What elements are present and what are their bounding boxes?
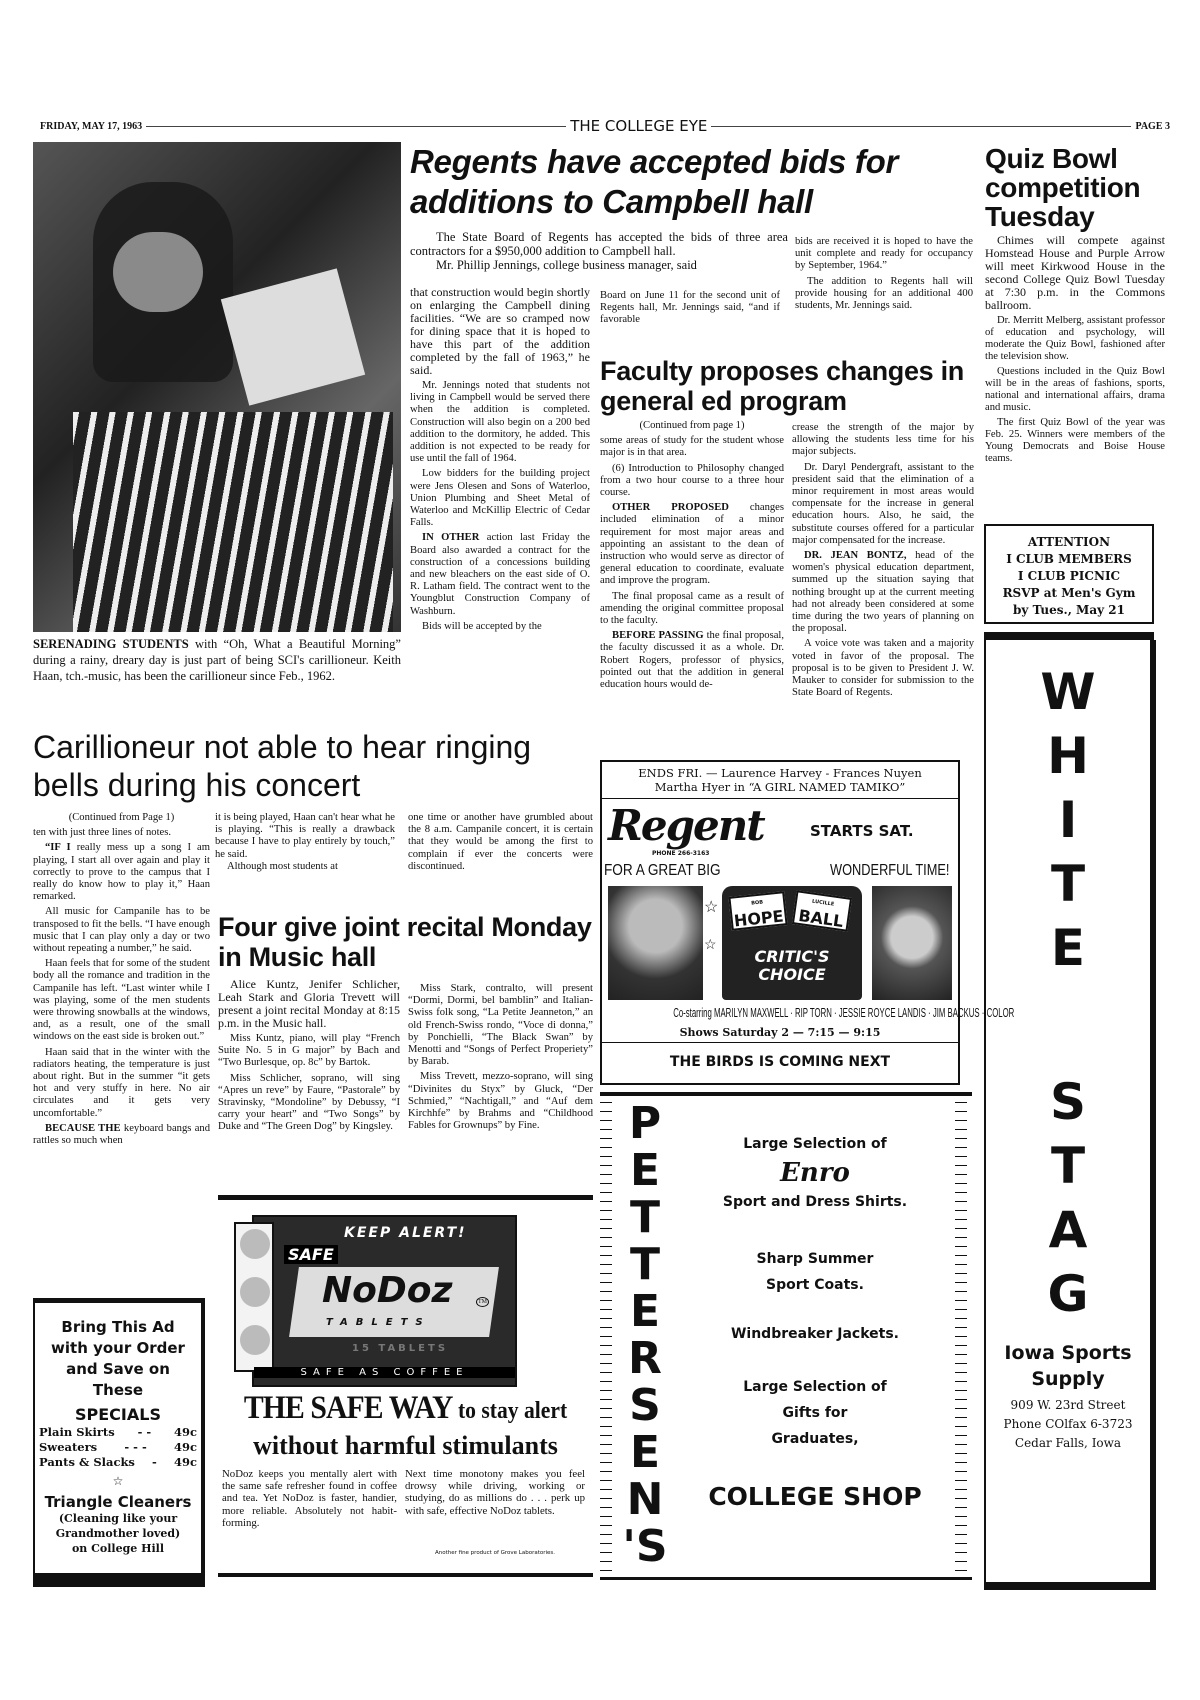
- college-shop: COLLEGE SHOP: [708, 1482, 922, 1511]
- notice-line: RSVP at Men's Gym: [1002, 586, 1136, 600]
- letter: T: [1050, 1137, 1086, 1195]
- quiz-article: [985, 234, 1165, 468]
- continued-note: (Continued from Page 1): [68, 812, 175, 823]
- recital-headline: Four give joint recital Monday in Music hall: [218, 912, 592, 972]
- paragraph: it is being played, Haan can't hear what he is playing. “This is really a drawback because I have to play entirely by touch,” he said.: [215, 812, 395, 860]
- store-name-line: Supply: [1031, 1368, 1105, 1390]
- address: 909 W. 23rd Street: [1010, 1398, 1126, 1412]
- notice-line: ATTENTION: [1027, 535, 1111, 549]
- ball-label: LUCILLE BALL: [792, 890, 852, 931]
- paragraph: OTHER PROPOSED changes included elimination of a minor requirement for most major areas and appointing an assistant to the dean of instruction who would serve as director of general education to coordinate, evaluate and improve the program.: [600, 502, 784, 587]
- star-icon: ☆: [704, 899, 719, 916]
- i-club-notice: [984, 524, 1154, 624]
- paragraph: Haan feels that for some of the student body all the romance and tradition in the Campanile has left. “Last winter while I was playing, some of the men students were throwing snowballs at the windows, and, as a result, one of the small windows on the east side is broken out.”: [33, 958, 210, 1043]
- cast-list: Co-starring MARILYN MAXWELL · RIP TORN · JESSIE ROYCE LANDIS · JIM BACKUS · COLOR: [673, 1005, 1015, 1020]
- nodoz-copy-right: Next time monotony makes you feel drowsy while driving, working or studying, do as millions do . . . perk up with safe, effective NoDoz tablets.: [405, 1468, 585, 1517]
- letter: E: [629, 1427, 661, 1478]
- ad-line: Bring This Ad: [61, 1318, 175, 1336]
- paragraph: Mr. Phillip Jennings, college business manager, said: [436, 258, 697, 272]
- paragraph: Miss Stark, contralto, will present “Dormi, Dormi, bel bamblin” and Italian-Swiss folk song, “La Petite Jeanneton,” an old French-Swiss rondo, “Voce di donna,” by Ponchielli, “The Black Swan” by Menotti and “Songs of Perfect Properiety” by Barab.: [408, 983, 593, 1068]
- trademark: TM: [478, 1299, 487, 1305]
- paragraph: that construction would begin shortly on enlarging the Campbell dining facilities. “We are so cramped now for dining space that it is hoped to have this part of the addition completed by the fall of 1963,” he said.: [410, 285, 590, 377]
- ad-line: Gifts for: [782, 1405, 848, 1421]
- theater-phone: PHONE 266-3163: [652, 850, 710, 857]
- paragraph: BEFORE PASSING the final proposal, the faculty discussed it as a whole. Dr. Robert Rogers, professor of physics, pointed out that the addition in general education hours would de-: [600, 630, 785, 691]
- paragraph: ten with just three lines of notes.: [33, 827, 171, 839]
- letter: T: [629, 1192, 660, 1243]
- carillon-photo: [33, 142, 401, 632]
- safe-as-coffee: SAFE AS COFFEE: [254, 1367, 515, 1378]
- price-row: Sweaters - - - 49c: [39, 1440, 197, 1454]
- letter: R: [628, 1333, 662, 1384]
- letter: A: [1048, 1201, 1088, 1259]
- letter: E: [629, 1286, 661, 1337]
- letter: I: [1058, 791, 1078, 849]
- paragraph: (6) Introduction to Philosophy changed from a two hour course to a three hour course.: [600, 462, 784, 499]
- quiz-headline: Quiz Bowl competition Tuesday: [985, 143, 1141, 232]
- pettersens-ad: [600, 1098, 972, 1580]
- caption-text: with “Oh, What a Beautiful Morning” during a rainy, dreary day is just part of being SCI's carillioneur. Keith Haan, tch.-music, has been the carillioneur since Feb., 1962.: [33, 637, 401, 683]
- ad-line: Graduates,: [771, 1431, 859, 1447]
- price-list: [39, 1425, 197, 1470]
- carillon-col3: [408, 812, 593, 876]
- carillon-col1: [33, 812, 210, 1150]
- letter: N: [626, 1474, 664, 1525]
- store-name: [986, 1340, 1150, 1392]
- paragraph: The first Quiz Bowl of the year was Feb. 25. Winners were members of the Young Democrats and Boise House teams.: [985, 417, 1165, 464]
- paragraph: Chimes will compete against Homstead House and Purple Arrow will meet Kirkwood House in the second College Quiz Bowl Tuesday at 7:30 p.m. in the Commons ballroom.: [985, 233, 1165, 312]
- notice-line: by Tues., May 21: [1013, 603, 1125, 617]
- tagline-right: WONDERFUL TIME!: [830, 862, 950, 879]
- regents-col1: [410, 286, 590, 636]
- notice-line: I CLUB PICNIC: [1017, 569, 1121, 583]
- regents-headline: Regents have accepted bids for additions to Campbell hall: [410, 143, 898, 220]
- chevron-border: [600, 1098, 612, 1576]
- faculty-col1: [600, 420, 784, 694]
- regents-col2: [600, 290, 780, 330]
- ad-line: Sport Coats.: [766, 1277, 864, 1293]
- pettersens-copy: [680, 1098, 950, 1511]
- photo-caption: [33, 636, 401, 684]
- paragraph: some areas of study for the student whose major is in that area.: [600, 435, 784, 459]
- carillon-headline: Carillioneur not able to hear ringing bells during his concert: [33, 729, 532, 803]
- continued-note: (Continued from page 1): [639, 420, 745, 431]
- chevron-border: [955, 1098, 967, 1576]
- paragraph: BECAUSE THE keyboard bangs and rattles so much when: [33, 1122, 210, 1147]
- nodoz-copy-left: NoDoz keeps you mentally alert with the same safe refresher found in coffee and tea. Yet NoDoz is faster, handier, more reliable. Absolutely not habit-forming.: [222, 1468, 397, 1529]
- page-number: PAGE 3: [1135, 120, 1171, 132]
- letter: 'S: [622, 1521, 668, 1572]
- paragraph: crease the strength of the major by allowing the students less time for his major subjects.: [792, 422, 974, 458]
- paragraph: DR. JEAN BONTZ, head of the women's physical education department, summed up the situation saying that nothing brought up at the current meeting had not already been considered at some time during the two years of planning on the proposal.: [792, 550, 974, 635]
- paragraph: Alice Kuntz, Jenifer Schlicher, Leah Stark and Gloria Trevett will present a joint recital Monday at 8:15 p.m. in the Music hall.: [218, 977, 400, 1030]
- letter: T: [629, 1239, 660, 1290]
- paragraph: All music for Campanile has to be transposed to fit the bells. “I have enough music that I can play only a day or two without repeating a number,” he said.: [33, 906, 210, 955]
- letter: T: [1050, 855, 1086, 913]
- price-row: Plain Skirts - - 49c: [39, 1425, 197, 1439]
- paragraph: Low bidders for the building project were Jens Olesen and Sons of Waterloo, Union Plumbing and Sheet Metal of Waterloo and McKillip Electric of Cedar Falls.: [410, 468, 590, 529]
- divider: [33, 1573, 205, 1587]
- divider: [146, 126, 566, 127]
- regents-col3: [795, 236, 973, 315]
- paragraph: IN OTHER action last Friday the Board also awarded a contract for the construction of a concessions building and new bleachers on the east side of O. R. Latham field. The contract went to the Youngblut Construction Company of Washburn.: [410, 532, 590, 617]
- recital-col1: [218, 978, 400, 1137]
- regent-logo: Regent: [608, 801, 764, 850]
- coming-next: THE BIRDS IS COMING NEXT: [669, 1054, 891, 1070]
- bob-hope-photo: [608, 886, 703, 1000]
- ad-line: and Save on These: [66, 1360, 170, 1399]
- masthead: THE COLLEGE EYE: [570, 117, 708, 135]
- now-showing-line: Martha Hyer in “A GIRL NAMED TAMIKO”: [654, 780, 906, 794]
- slogan-line: THE SAFE WAY: [243, 1390, 453, 1426]
- enro-logo: Enro: [780, 1158, 850, 1188]
- star-icon: ☆: [704, 938, 717, 953]
- nodoz-package: [252, 1215, 517, 1387]
- divider: [711, 126, 1131, 127]
- slogan-line: to stay alert: [452, 1398, 568, 1424]
- tagline-line: (Cleaning like your: [58, 1512, 178, 1525]
- faculty-col2: [792, 422, 974, 702]
- letter: S: [629, 1380, 661, 1431]
- nodoz-credit: Another fine product of Grove Laboratories.: [434, 1550, 556, 1556]
- divider: [600, 1092, 972, 1096]
- caption-lead: SERENADING STUDENTS: [33, 637, 189, 651]
- star-icon: ☆: [112, 1474, 124, 1488]
- regents-lead: [410, 230, 788, 272]
- paragraph: Miss Trevett, mezzo-soprano, will sing “Divinites du Styx” by Gluck, “Der Schmied,” “Nachtigall,” and “Auf dem Kirchhfe” by Brahms and “Childhood Fables for Grownups” by Fine.: [408, 1071, 593, 1132]
- store-address: [986, 1396, 1150, 1453]
- regent-theater-ad: [600, 760, 1015, 1085]
- paragraph: one time or another have grumbled about the 8 a.m. Campanile concert, it is certain that they would be among the first to complain if ever the concerts were discontinued.: [408, 812, 593, 872]
- paragraph: Questions included in the Quiz Bowl will be in the areas of fashions, sports, national and international affairs, drama and music.: [985, 366, 1165, 413]
- paragraph: The addition to Regents hall will provide housing for an additional 400 students, Mr. Jennings said.: [795, 275, 973, 312]
- city: Cedar Falls, Iowa: [1014, 1436, 1122, 1450]
- tagline-line: Grandmother loved): [55, 1527, 181, 1540]
- safe-label: SAFE: [284, 1245, 338, 1264]
- tagline-line: on College Hill: [71, 1542, 165, 1555]
- paragraph: Mr. Jennings noted that students not living in Campbell would be served there when the addition is completed. Construction will also begin on a 200 bed addition to the dormitory, he added. This addition is not expected to be ready for use until the fall of 1964.: [410, 380, 590, 465]
- now-showing-line: ENDS FRI. — Laurence Harvey - Frances Nuyen: [638, 766, 922, 780]
- triangle-cleaners-ad: [33, 1303, 205, 1573]
- pettersens-letters: [618, 1100, 672, 1570]
- letter: H: [1047, 727, 1089, 785]
- ad-line: Sport and Dress Shirts.: [722, 1194, 908, 1210]
- ad-line: Large Selection of: [743, 1136, 887, 1152]
- letter: S: [1049, 1073, 1086, 1131]
- faculty-headline: Faculty proposes changes in general ed program: [600, 356, 964, 416]
- paragraph: Although most students at: [227, 860, 338, 872]
- notice-line: I CLUB MEMBERS: [1006, 552, 1132, 566]
- ad-line: Large Selection of: [743, 1379, 887, 1395]
- ad-line: Sharp Summer: [756, 1251, 874, 1267]
- tagline: [39, 1511, 197, 1556]
- paragraph: Dr. Daryl Pendergraft, assistant to the president said that the elimination of a minor requirement in most areas would compensate for the increase in general education hours. Also, he said, the substitute courses offered for a particular major compensated for the increase.: [792, 461, 974, 546]
- letter: W: [1040, 663, 1096, 721]
- store-name: Triangle Cleaners: [44, 1493, 192, 1511]
- issue-date: FRIDAY, MAY 17, 1963: [40, 120, 143, 132]
- specials-title: SPECIALS: [75, 1405, 161, 1424]
- carillon-col2: [215, 812, 395, 876]
- paragraph: Dr. Merritt Melberg, assistant professor of education and psychology, will moderate the Quiz Bowl, fashioned after the television show.: [985, 315, 1165, 362]
- movie-title: CRITIC'S CHOICE: [754, 947, 830, 984]
- price-row: Pants & Slacks - 49c: [39, 1455, 197, 1469]
- starts-sat: STARTS SAT.: [810, 822, 914, 840]
- white-stag-ad: [984, 640, 1156, 1590]
- count-label: 15 TABLETS: [352, 1343, 449, 1354]
- letter: G: [1047, 1265, 1089, 1323]
- divider: [984, 632, 1154, 640]
- paragraph: Miss Schlicher, soprano, will sing “Apres un reve” by Faure, “Pastorale” by Stravinsky, “Mondoline” by Debussy, “I carry your heart” and “Two Songs” by Duke and “The Green Dog” by Kingsley.: [218, 1072, 400, 1133]
- letter: E: [1050, 919, 1086, 977]
- phone: Phone COlfax 6-3723: [1003, 1417, 1133, 1431]
- hope-label: BOB HOPE: [728, 891, 787, 931]
- ad-line: Windbreaker Jackets.: [730, 1326, 900, 1342]
- letter: P: [628, 1098, 662, 1149]
- nodoz-slogan: [218, 1392, 593, 1466]
- lucille-ball-photo: [872, 886, 952, 1000]
- tagline-left: FOR A GREAT BIG: [604, 862, 721, 879]
- divider: [218, 1573, 593, 1577]
- keep-alert: KEEP ALERT!: [344, 1225, 467, 1241]
- paragraph: bids are received it is hoped to have the unit complete and ready for occupancy by September, 1964.”: [795, 236, 973, 272]
- now-showing: [602, 762, 958, 799]
- ad-line: with your Order: [51, 1339, 185, 1357]
- paragraph: Board on June 11 for the second unit of Regents hall, Mr. Jennings said, “and if favorable: [600, 290, 780, 326]
- store-name-line: Iowa Sports: [1004, 1342, 1132, 1364]
- paragraph: Miss Kuntz, piano, will play “French Suite No. 5 in G major” by Bach and “Two Burlesque, op. 8c” by Bartok.: [218, 1033, 400, 1069]
- page-header: [40, 116, 1170, 136]
- paragraph: The final proposal came as a result of amending the original committee proposal to the faculty.: [600, 590, 784, 627]
- divider: [218, 1195, 593, 1200]
- recital-col2: [408, 983, 593, 1135]
- letter: E: [629, 1145, 661, 1196]
- ad-heading: [39, 1317, 197, 1425]
- paragraph: “IF I really mess up a song I am playing, I start all over again and play it correctly to prove to the campus that I really do know how to play it,” Haan remarked.: [33, 842, 210, 903]
- slogan-line: without harmful stimulants: [253, 1431, 558, 1460]
- paragraph: Bids will be accepted by the: [422, 620, 542, 632]
- nodoz-logo: NoDoz: [322, 1270, 453, 1311]
- white-stag-letters: [986, 660, 1150, 1326]
- paragraph: Haan said that in the winter with the radiators heating, the temperature is just about right. But in the summer “it gets hot and very stuffy in here. No air circulates and it gets very uncomfortable.”: [33, 1046, 210, 1119]
- showtimes: Shows Saturday 2 — 7:15 — 9:15: [602, 1026, 958, 1043]
- paragraph: A voice vote was taken and a majority voted in favor of the proposal. The proposal is to be given to President J. W. Mauker to consider for submission to the State Board of Regents.: [792, 638, 974, 699]
- tablets-label: TABLETS: [326, 1317, 431, 1328]
- paragraph: The State Board of Regents has accepted the bids of three area contractors for a $950,000 addition to Campbell hall.: [410, 230, 788, 258]
